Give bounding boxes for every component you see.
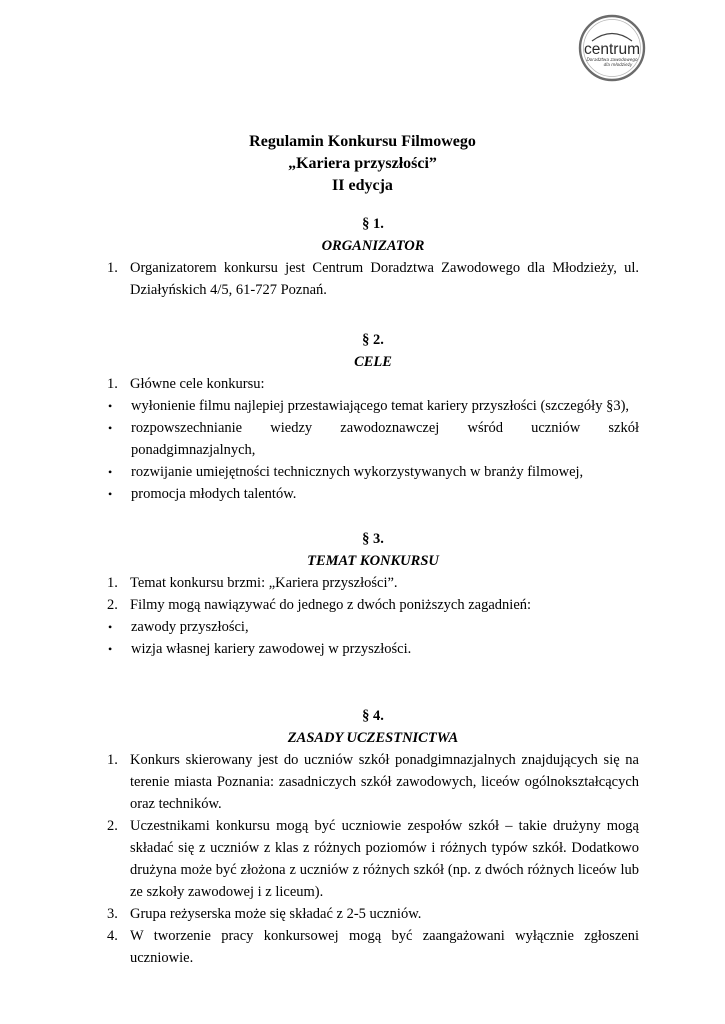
item-text: rozpowszechnianie wiedzy zawodoznawczej wśród uczniów szkół ponadgimnazjalnych, [131,420,639,458]
bullet-item [107,461,639,483]
bullet-item [107,616,639,638]
section-cele [107,329,639,505]
item-text: Grupa reżyserska może się składać z 2-5 uczniów. [130,906,422,922]
item-text: Główne cele konkursu: [130,376,265,392]
title-line-2: „Kariera przyszłości” [288,155,437,172]
bullet-item [107,395,639,417]
list-item [107,373,639,395]
item-number: 2. [107,818,118,834]
item-text: wyłonienie filmu najlepiej przestawiającego temat kariery przyszłości (szczegóły §3), [131,398,630,414]
bullet-icon: • [108,421,113,435]
item-text: W tworzenie pracy konkursowej mogą być zaangażowani wyłącznie zgłoszeni uczniowie. [130,928,639,966]
centrum-logo [578,14,646,82]
logo-tagline-2: dla młodzieży [603,62,633,67]
item-text: Filmy mogą nawiązywać do jednego z dwóch poniższych zagadnień: [130,597,532,613]
centrum-logo-icon [578,14,646,82]
logo-tagline-1: Doradztwa zawodowego [586,57,638,62]
bullet-item [107,638,639,660]
title-line-3: II edycja [332,177,393,194]
list-item [107,257,639,301]
item-number: 1. [107,752,118,768]
list-item [107,925,639,969]
section-number: § 3. [362,531,384,547]
item-number: 1. [107,260,118,276]
item-number: 1. [107,575,118,591]
item-number: 4. [107,928,118,944]
item-text: Temat konkursu brzmi: „Kariera przyszłości”. [130,575,398,591]
list-item [107,572,639,594]
bullet-icon: • [108,642,113,656]
item-number: 1. [107,376,118,392]
section-number: § 1. [362,216,384,232]
logo-name: centrum [584,41,640,58]
item-number: 2. [107,597,118,613]
section-title: ZASADY UCZESTNICTWA [287,730,459,746]
title-line-1: Regulamin Konkursu Filmowego [249,133,476,150]
bullet-icon: • [108,399,113,413]
item-text: Konkurs skierowany jest do uczniów szkół ponadgimnazjalnych znajdujących się na terenie miasta Poznania: zasadniczych szkół zawodowych, liceów ogólnokształcących oraz techników. [130,752,639,812]
section-title: TEMAT KONKURSU [307,553,439,569]
list-item [107,815,639,903]
list-item [107,594,639,616]
item-number: 3. [107,906,118,922]
item-text: rozwijanie umiejętności technicznych wykorzystywanych w branży filmowej, [131,464,584,480]
section-number: § 2. [362,332,384,348]
section-temat-konkursu [107,528,639,660]
section-organizator [107,213,639,301]
document-title [0,131,725,197]
bullet-item [107,417,639,461]
bullet-icon: • [108,487,113,501]
list-item [107,903,639,925]
section-title: CELE [354,354,392,370]
item-text: zawody przyszłości, [131,619,249,635]
item-text: promocja młodych talentów. [131,486,297,502]
item-text: wizja własnej kariery zawodowej w przyszłości. [131,641,412,657]
bullet-icon: • [108,620,113,634]
section-zasady-uczestnictwa [107,705,639,969]
bullet-icon: • [108,465,113,479]
item-text: Uczestnikami konkursu mogą być uczniowie zespołów szkół – takie drużyny mogą składać się z uczniów z klas z różnych poziomów i różnych typów szkół. Dodatkowo drużyna może być złożona z uczniów z różnych szkół (np. z dwóch różnych liceów lub ze szkoły zawodowej i z liceum). [130,818,639,900]
section-title: ORGANIZATOR [321,238,425,254]
item-text: Organizatorem konkursu jest Centrum Doradztwa Zawodowego dla Młodzieży, ul. Działyńskich 4/5, 61-727 Poznań. [130,260,639,298]
bullet-item [107,483,639,505]
list-item [107,749,639,815]
section-number: § 4. [362,708,384,724]
